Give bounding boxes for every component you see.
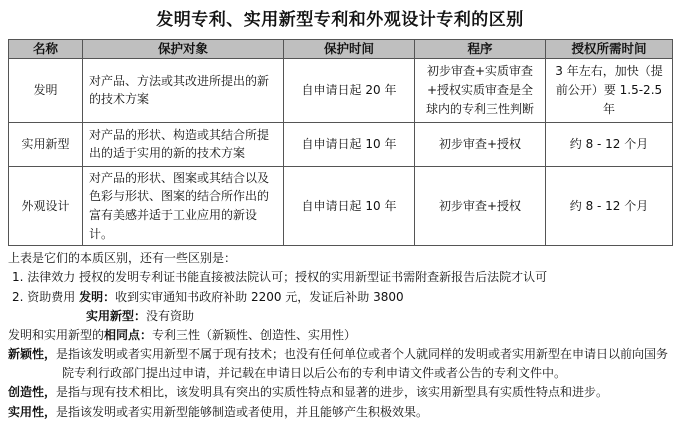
note-inventiveness — [8, 383, 672, 402]
inventiveness-label: 创造性， — [8, 385, 57, 400]
notes-section — [8, 249, 672, 422]
cell-procedure: 初步审查+授权 — [415, 122, 546, 166]
cell-object: 对产品的形状、构造或其结合所提出的适于实用的新的技术方案 — [83, 122, 284, 166]
funding-invention-label: 发明： — [79, 289, 116, 304]
novelty-text: 是指该发明或者实用新型不属于现有技术；也没有任何单位或者个人就同样的发明或者实用新型在申请日以前向国务院专利行政部门提出过申请，并记载在申请日以后公布的专利申请文件或者公告的专利文件中。 — [56, 347, 669, 381]
note-legal-effect — [8, 268, 672, 287]
note-novelty — [8, 345, 672, 383]
cell-time: 自申请日起 10 年 — [284, 122, 415, 166]
note-label: 法律效力 — [27, 270, 76, 285]
note-number: 1. — [12, 270, 24, 285]
cell-procedure: 初步审查+实质审查+授权实质审查是全球内的专利三性判断 — [415, 58, 546, 122]
funding-invention-text: 收到实审通知书政府补助 2200 元，发证后补助 3800 — [115, 289, 404, 304]
funding-utility-label: 实用新型： — [86, 308, 147, 323]
note-funding — [8, 288, 672, 307]
note-number: 2. — [12, 289, 24, 304]
common-label: 相同点： — [104, 327, 153, 342]
table-row — [9, 122, 673, 166]
novelty-label: 新颖性， — [8, 347, 57, 362]
common-text: 专利三性（新颖性、创造性、实用性） — [152, 327, 357, 342]
cell-procedure: 初步审查+授权 — [415, 166, 546, 245]
table-row — [9, 58, 673, 122]
note-common-points — [8, 326, 672, 345]
cell-time: 自申请日起 10 年 — [284, 166, 415, 245]
cell-object: 对产品的形状、图案或其结合以及色彩与形状、图案的结合所作出的富有美感并适于工业应用的新设计。 — [83, 166, 284, 245]
document-title: 发明专利、实用新型专利和外观设计专利的区别 — [156, 10, 524, 30]
table-row — [9, 166, 673, 245]
cell-duration: 约 8 - 12 个月 — [546, 166, 673, 245]
note-label: 资助费用 — [27, 289, 76, 304]
column-header-object: 保护对象 — [83, 39, 284, 58]
funding-utility-text: 没有资助 — [146, 308, 195, 323]
column-header-duration: 授权所需时间 — [546, 39, 673, 58]
note-text: 授权的发明专利证书能直接被法院认可；授权的实用新型证书需附查新报告后法院才认可 — [79, 270, 548, 285]
column-header-procedure: 程序 — [415, 39, 546, 58]
inventiveness-text: 是指与现有技术相比，该发明具有突出的实质性特点和显著的进步，该实用新型具有实质性特点和进步。 — [56, 385, 609, 400]
cell-duration: 3 年左右，加快（提前公开）要 1.5-2.5 年 — [546, 58, 673, 122]
comparison-table — [8, 39, 673, 247]
cell-name: 外观设计 — [9, 166, 83, 245]
practicality-text: 是指该发明或者实用新型能够制造或者使用，并且能够产生积极效果。 — [56, 404, 429, 419]
column-header-name: 名称 — [9, 39, 83, 58]
table-header-row — [9, 39, 673, 58]
cell-duration: 约 8 - 12 个月 — [546, 122, 673, 166]
column-header-time: 保护时间 — [284, 39, 415, 58]
common-prefix: 发明和实用新型的 — [8, 327, 105, 342]
cell-time: 自申请日起 20 年 — [284, 58, 415, 122]
cell-object: 对产品、方法或其改进所提出的新的技术方案 — [83, 58, 284, 122]
note-practicality — [8, 403, 672, 422]
notes-intro: 上表是它们的本质区别，还有一些区别是： — [8, 251, 237, 266]
note-funding-utility — [8, 307, 672, 326]
practicality-label: 实用性， — [8, 404, 57, 419]
cell-name: 实用新型 — [9, 122, 83, 166]
cell-name: 发明 — [9, 58, 83, 122]
